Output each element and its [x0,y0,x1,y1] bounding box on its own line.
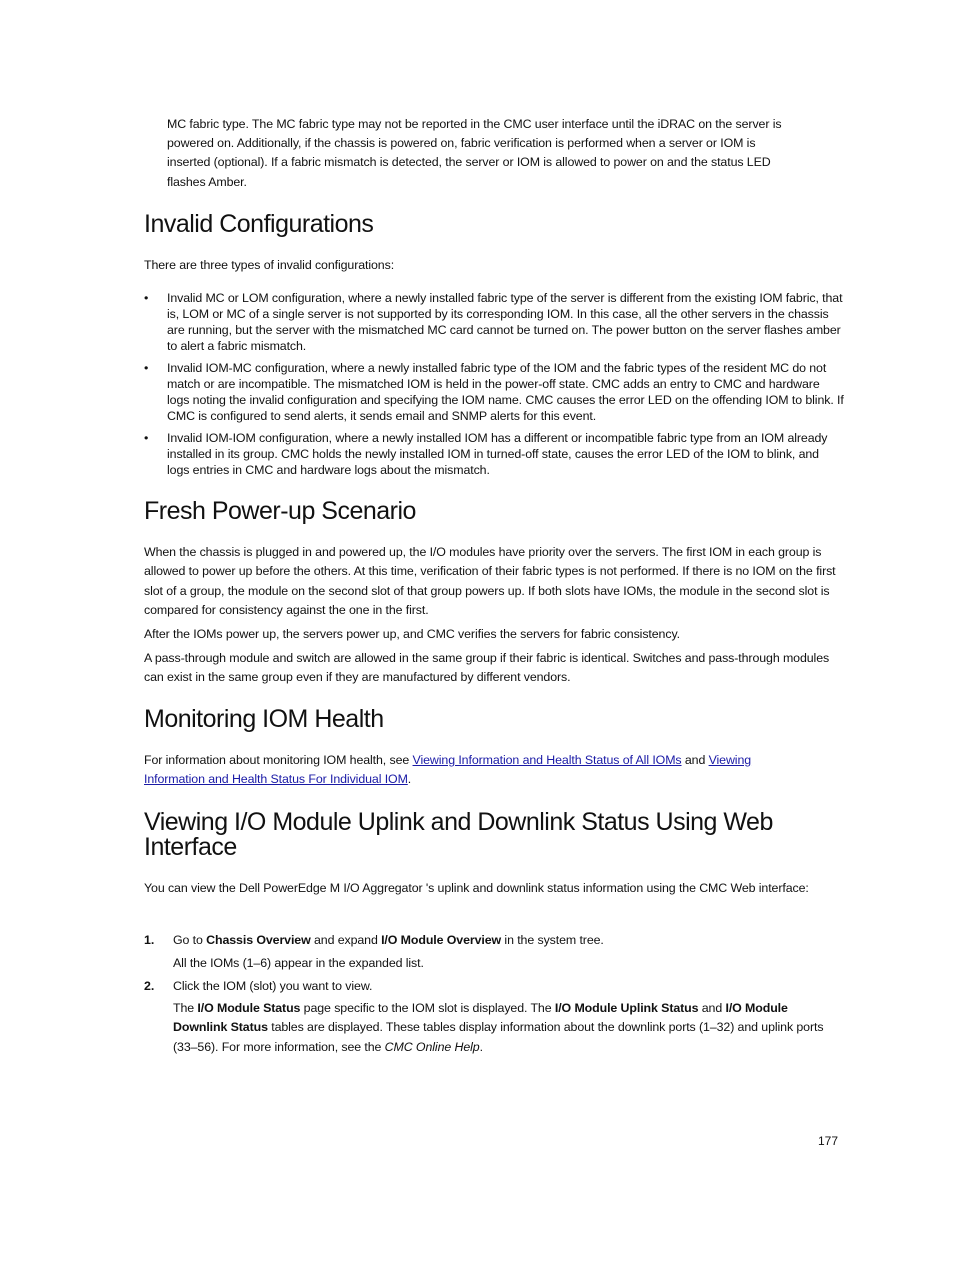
link-all-ioms-health[interactable]: Viewing Information and Health Status of All IOMs [412,753,682,767]
step-text-part: tables are displayed. These tables display information about the downlink ports (1–32) and uplink ports (33–56). For more information, see the [173,1020,824,1054]
step-text-part: and expand [310,933,382,947]
list-item [144,290,844,354]
step-text-part: Go to [173,933,207,947]
reference-cmc-online-help: CMC Online Help [384,1039,480,1054]
step-number: 2. [144,979,155,993]
fresh-power-up-paragraph: After the IOMs power up, the servers power up, and CMC verifies the servers for fabric consistency. [144,627,680,641]
monitoring-text: For information about monitoring IOM health, see [144,753,413,767]
heading-viewing-uplink-downlink: Viewing I/O Module Uplink and Downlink Status Using Web [144,808,773,836]
intro-line: powered on. Additionally, if the chassis is powered on, fabric verification is performed when a server or IOM is [167,136,756,150]
step-result [173,999,841,1057]
intro-line: flashes Amber. [167,175,247,189]
heading-viewing-uplink-downlink: Interface [144,833,237,861]
step-text-part: in the system tree. [501,933,604,947]
step-text-part: and [698,1001,726,1015]
list-item [144,430,844,478]
intro-line: inserted (optional). If a fabric mismatch is detected, the server or IOM is allowed to power on and the status LED [167,155,771,169]
viewing-uplink-intro: You can view the Dell PowerEdge M I/O Aggregator 's uplink and downlink status information using the CMC Web interface: [144,881,809,895]
ui-term-chassis-overview: Chassis Overview [206,933,311,947]
ui-term-io-module-downlink-status: I/O Module Downlink Status [173,1001,788,1035]
bullet-icon: • [144,361,149,375]
list-item-text: Invalid IOM-MC configuration, where a newly installed fabric type of the IOM and the fabric types of the resident MC do not match or are incompatible. The mismatched IOM is held in the power-off state. CMC adds an entry to CMC and hardware logs noting the invalid configuration and specifying the IOM name. CMC causes the error LED on the offending IOM to blink. If CMC is configured to send alerts, it sends email and SNMP alerts for this event. [167,361,844,423]
page-number: 177 [818,1134,839,1148]
heading-monitoring-iom-health: Monitoring IOM Health [144,705,384,733]
monitoring-text: and [681,753,709,767]
step-text-part: . [479,1039,483,1054]
ui-term-io-module-overview: I/O Module Overview [381,933,502,947]
link-individual-iom-health[interactable]: Viewing Information and Health Status For Individual IOM [144,753,752,787]
heading-fresh-power-up: Fresh Power-up Scenario [144,497,416,525]
heading-invalid-configurations: Invalid Configurations [144,210,374,238]
monitoring-paragraph [144,751,814,790]
bullet-icon: • [144,431,149,445]
step-text: Click the IOM (slot) you want to view. [173,979,373,993]
fresh-power-up-paragraph: When the chassis is plugged in and powered up, the I/O modules have priority over the servers. The first IOM in each group is allowed to power up before the others. At this time, verification of their fabric types is not performed. If there is no IOM on the first slot of a group, the module on the second slot of that group powers up. If both slots have IOMs, the module in the second slot is compared for consistency against the one in the first. [144,545,836,618]
invalid-configurations-intro: There are three types of invalid configurations: [144,258,395,272]
intro-line: MC fabric type. The MC fabric type may not be reported in the CMC user interface until the iDRAC on the server is [167,117,782,131]
step-text-part: page specific to the IOM slot is displayed. The [300,1001,555,1015]
invalid-configurations-list [144,290,844,484]
step-text-part: The [173,1001,198,1015]
step-text [173,931,841,950]
list-item-text: Invalid IOM-IOM configuration, where a newly installed IOM has a different or incompatible fabric type from an IOM already installed in its group. CMC holds the newly installed IOM in turned-off state, causes the error LED of the IOM to blink, and logs entries in CMC and hardware logs about the mismatch. [167,431,828,477]
monitoring-text: . [407,772,412,787]
step-result: All the IOMs (1–6) appear in the expanded list. [173,956,424,970]
fresh-power-up-paragraph: A pass-through module and switch are allowed in the same group if their fabric is identical. Switches and pass-through modules can exist in the same group even if they are manufactured by different vendors. [144,651,830,685]
step-number: 1. [144,933,155,947]
bullet-icon: • [144,291,149,305]
list-item-text: Invalid MC or LOM configuration, where a newly installed fabric type of the server is different from the existing IOM fabric, that is, LOM or MC of a single server is not supported by its corresponding IOM. In this case, all the other servers in the chassis are running, but the server with the mismatched MC card cannot be turned on. The power button on the server flashes amber to alert a fabric mismatch. [167,291,843,353]
ui-term-io-module-uplink-status: I/O Module Uplink Status [554,1001,699,1015]
ui-term-io-module-status: I/O Module Status [197,1001,301,1015]
list-item [144,360,844,424]
